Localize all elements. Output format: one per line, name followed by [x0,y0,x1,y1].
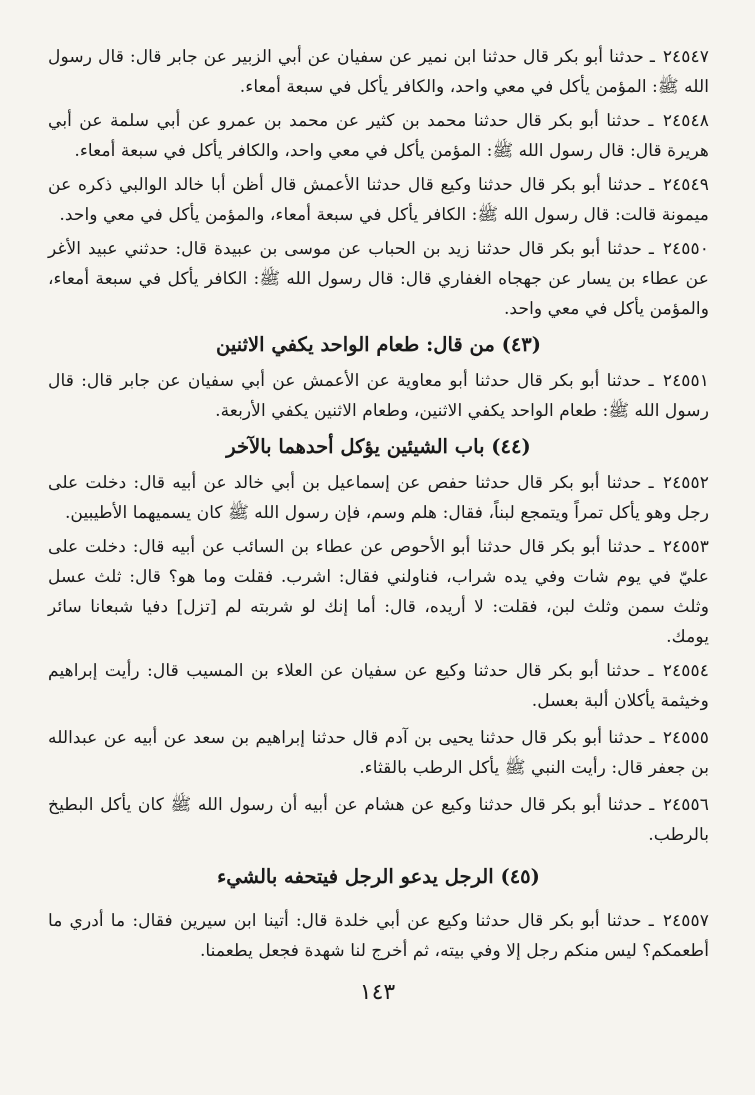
hadith-text: ـ حدثنا أبو بكر قال حدثنا زيد بن الحباب عن موسى بن عبيدة قال: حدثني عبيد الأغر عن عطاء بن يسار عن جهجاه الغفاري قال: قال رسول الله ﷺ: الكافر يأكل في سبعة أمعاء، والمؤمن يأكل في معي واحد. [48,239,709,319]
hadith-text: ـ حدثنا أبو بكر قال حدثنا وكيع عن أبي خلدة قال: أتينا ابن سيرين فقال: ما أدري ما أطعمكم؟ ليس منكم رجل إلا وفي بيته، ثم أخرج لنا شهدة فجعل يطعمنا. [48,911,709,961]
hadith-number: ٢٤٥٥٤ [662,661,709,681]
hadith-24548 [48,106,709,166]
hadith-number: ٢٤٥٤٨ [662,111,709,131]
hadith-text: ـ حدثنا أبو بكر قال حدثنا وكيع قال حدثنا الأعمش قال أظن أبا خالد الوالبي ذكره عن ميمونة قالت: قال رسول الله ﷺ: الكافر يأكل في سبعة أمعاء، والمؤمن يأكل في معي واحد. [48,175,709,225]
hadith-24556 [48,790,709,850]
hadith-number: ٢٤٥٤٩ [662,175,710,195]
hadith-number: ٢٤٥٥٠ [662,239,709,259]
section-heading-45: (٤٥) الرجل يدعو الرجل فيتحفه بالشيء [217,865,540,888]
hadith-24549 [48,170,709,230]
hadith-24551 [48,366,709,426]
hadith-number: ٢٤٥٥٥ [662,728,709,748]
page-number: ١٤٣ [359,980,396,1005]
hadith-24557 [48,906,709,966]
hadith-24552 [48,468,709,528]
hadith-number: ٢٤٥٥٢ [662,473,710,493]
hadith-number: ٢٤٥٥٦ [662,795,709,815]
hadith-text: ـ حدثنا أبو بكر قال حدثنا أبو معاوية عن الأعمش عن أبي سفيان عن جابر قال: قال رسول الله ﷺ: طعام الواحد يكفي الاثنين، وطعام الاثنين يكفي الأربعة. [48,371,709,421]
hadith-24555 [48,723,709,783]
hadith-number: ٢٤٥٥٧ [662,911,709,931]
hadith-number: ٢٤٥٥١ [662,371,710,391]
hadith-text: ـ حدثنا أبو بكر قال حدثنا ابن نمير عن سفيان عن أبي الزبير عن جابر قال: قال رسول الله ﷺ: المؤمن يأكل في معي واحد، والكافر يأكل في سبعة أمعاء. [48,47,709,97]
section-heading-43: (٤٣) من قال: طعام الواحد يكفي الاثنين [215,333,542,356]
hadith-text: ـ حدثنا أبو بكر قال حدثنا يحيى بن آدم قال حدثنا إبراهيم بن سعد عن أبيه عن عبدالله بن جعفر قال: رأيت النبي ﷺ يأكل الرطب بالقثاء. [48,728,709,778]
hadith-number: ٢٤٥٥٣ [662,537,709,557]
hadith-24547 [48,42,709,102]
hadith-number: ٢٤٥٤٧ [662,47,709,67]
page-body [48,42,709,970]
hadith-24550 [48,234,709,324]
hadith-text: ـ حدثنا أبو بكر قال حدثنا محمد بن كثير عن محمد بن عمرو عن أبي سلمة عن أبي هريرة قال: قال رسول الله ﷺ: المؤمن يأكل في معي واحد، والكافر يأكل في سبعة أمعاء. [48,111,709,161]
hadith-text: ـ حدثنا أبو بكر قال حدثنا وكيع عن سفيان عن العلاء بن المسيب قال: رأيت إبراهيم وخيثمة يأكلان ألبة بعسل. [48,661,709,711]
hadith-24554 [48,656,709,716]
hadith-text: ـ حدثنا أبو بكر قال حدثنا حفص عن إسماعيل بن أبي خالد عن أبيه قال: دخلت على رجل وهو يأكل تمراً ويتمجع لبناً، فقال: هلم وسم، فإن رسول الله ﷺ كان يسميهما الأطيبين. [48,473,709,523]
hadith-text: ـ حدثنا أبو بكر قال حدثنا وكيع عن هشام عن أبيه أن رسول الله ﷺ كان يأكل البطيخ بالرطب. [48,795,709,845]
hadith-24553 [48,532,709,652]
hadith-text: ـ حدثنا أبو بكر قال حدثنا أبو الأحوص عن عطاء بن السائب عن أبيه قال: دخلت على عليّ في يوم شات وفي يده شراب، فناولني فقال: اشرب. فقلت وما هو؟ قال: ثلث عسل وثلث سمن وثلث لبن، فقلت: لا أريده، قال: أما إنك لو شربته لم [تزل] دفيا شبعانا سائر يومك. [48,537,709,647]
section-heading-44: (٤٤) باب الشيئين يؤكل أحدهما بالآخر [226,435,531,458]
